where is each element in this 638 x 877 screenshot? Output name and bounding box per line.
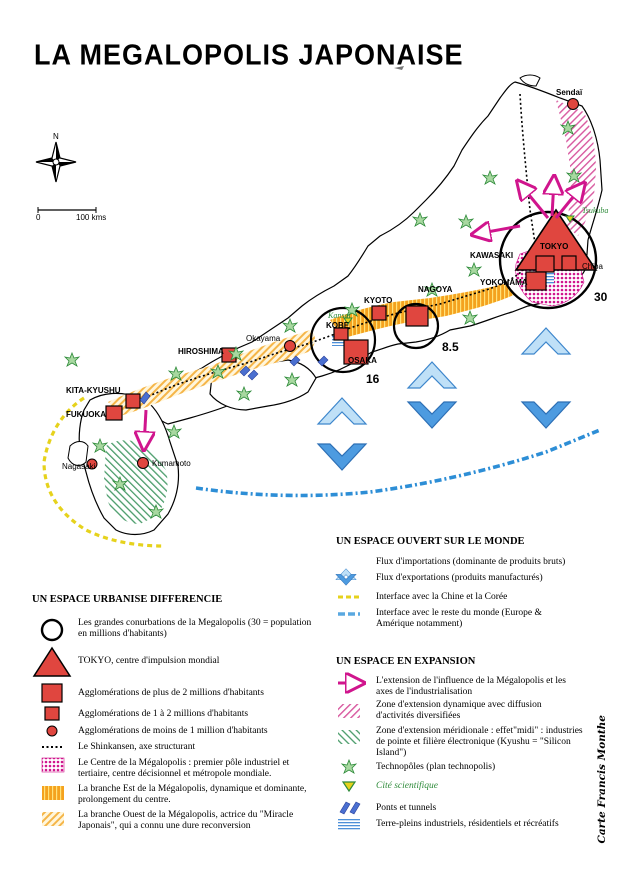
legend-urban-item: Les grandes conurbations de la Megalopolis (30 = population en millions d'habitants) [78, 618, 312, 639]
legend-open-item: Interface avec la Chine et la Corée [376, 592, 508, 602]
okayama-dot [285, 341, 296, 352]
label-tokyo: TOKYO [540, 242, 569, 251]
pop-nagoya: 8.5 [442, 340, 459, 354]
fukuoka-square [106, 406, 122, 420]
legend-expansion-item: L'extension de l'influence de la Mégalopolis et les axes de l'industrialisation [376, 676, 566, 697]
author-credit: Carte Francis Monthe [596, 715, 608, 844]
legend-open-item: Interface avec le reste du monde (Europe & Amérique notamment) [376, 608, 542, 629]
label-kobe: KOBE [326, 321, 350, 330]
legend-urban-item: Agglomérations de 1 à 2 millions d'habitants [78, 709, 249, 719]
compass-north-label: N [53, 132, 59, 141]
legend-open-item: Flux d'importations (dominante de produits bruts) [376, 557, 566, 567]
legend-expansion-item: Zone d'extension dynamique avec diffusion d'activités diversifiées [376, 700, 542, 721]
legend-expansion-item: Ponts et tunnels [376, 803, 437, 813]
label-hiroshima: HIROSHIMA [178, 347, 224, 356]
label-kansai: Kansaï [328, 311, 351, 320]
label-okayama: Okayama [246, 334, 281, 343]
label-kitakyushu: KITA-KYUSHU [66, 386, 121, 395]
map-title: LA MEGALOPOLIS JAPONAISE [34, 39, 464, 71]
label-nagasaki: Nagasaki [62, 462, 96, 471]
label-chiba: Chiba [582, 262, 603, 271]
label-kumamoto: Kumamoto [152, 459, 191, 468]
legend-expansion-item: Technopôles (plan technopolis) [376, 762, 496, 772]
legend-expansion-item: Terre-pleins industriels, résidentiels et récréatifs [376, 819, 559, 829]
interface-world [196, 430, 600, 495]
kawasaki-square [536, 256, 554, 272]
label-nagoya: NAGOYA [418, 285, 453, 294]
legend-urban-item: Le Shinkansen, axe structurant [78, 742, 196, 752]
label-kyoto: KYOTO [364, 296, 393, 305]
label-sendai: Sendaï [556, 88, 583, 97]
legend-expansion-item: Zone d'extension méridionale : effet"midi" : industries de pointe et filière électronique (Kyushu = "Silicon Island") [376, 726, 583, 758]
legend-urban-item: TOKYO, centre d'impulsion mondial [78, 656, 220, 666]
kumamoto-dot [138, 458, 149, 469]
legend-urban-item: Agglomérations de moins de 1 million d'habitants [78, 726, 268, 736]
pop-osaka: 16 [366, 372, 380, 386]
legend-urban-item: La branche Est de la Mégalopolis, dynamique et dominante, prolongement du centre. [78, 784, 307, 805]
scale-start-label: 0 [36, 213, 41, 222]
sendai-dot [568, 99, 579, 110]
legend-open-heading: UN ESPACE OUVERT SUR LE MONDE [336, 536, 525, 547]
label-kawasaki: KAWASAKI [470, 251, 514, 260]
legend-expansion-heading: UN ESPACE EN EXPANSION [336, 656, 476, 667]
compass-rose [36, 142, 76, 182]
chiba-square [562, 256, 576, 270]
scale-end-label: 100 kms [76, 213, 107, 222]
legend-expansion-item: Cité scientifique [376, 781, 439, 791]
label-fukuoka: FUKUOKA [66, 410, 106, 419]
pop-tokyo: 30 [594, 290, 608, 304]
legend-urban-item: La branche Ouest de la Mégalopolis, actrice du "Miracle Japonais", qui a connu une dure reconversion [78, 810, 294, 831]
kitakyushu-square [126, 394, 140, 408]
label-osaka: OSAKA [348, 356, 377, 365]
legend-urban-heading: UN ESPACE URBANISE DIFFERENCIE [32, 594, 223, 605]
kyoto-square [372, 306, 386, 320]
legend-open-item: Flux d'exportations (produits manufacturés) [376, 573, 543, 583]
nagoya-square [406, 306, 428, 326]
legend-urban-item: Agglomérations de plus de 2 millions d'habitants [78, 688, 264, 698]
yokohama-square [526, 272, 546, 290]
legend-urban-item: Le Centre de la Mégalopolis : premier pôle industriel et tertiaire, centre décisionnel et métropole mondiale. [78, 758, 290, 779]
label-tsukuba: Tsukuba [582, 206, 609, 215]
label-yokohama: YOKOHAMA [480, 278, 528, 287]
